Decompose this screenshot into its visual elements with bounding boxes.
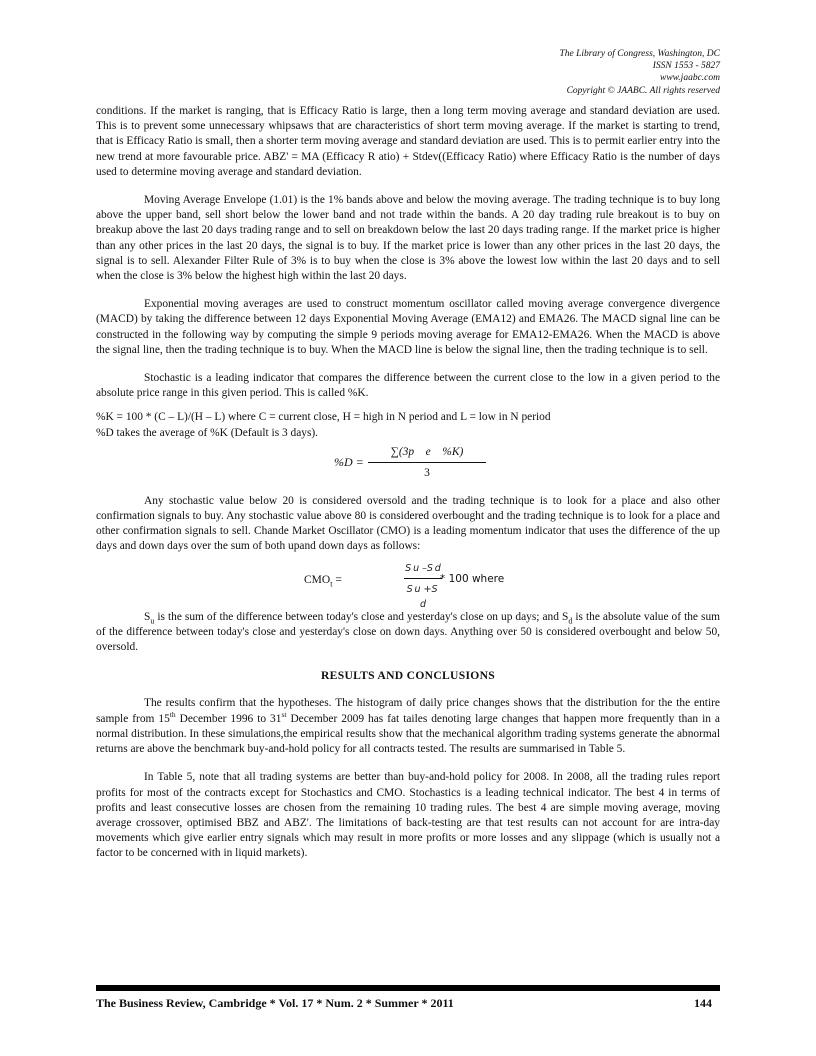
formula-d-fraction: [368, 445, 486, 481]
formula-cmo-rhs: * 100 where: [440, 572, 505, 585]
header-library: The Library of Congress, Washington, DC: [559, 49, 720, 59]
formula-cmo-lhs: $CMO_t$ =: [304, 573, 342, 588]
formula-d-numerator: ∑(3p e %K): [368, 445, 486, 463]
page-footer: [96, 996, 720, 1011]
footer-rule: [96, 985, 720, 991]
page-number: 144: [694, 996, 712, 1010]
formula-d-lhs: %D =: [334, 454, 364, 469]
formula-d: [96, 445, 720, 485]
formula-d-denominator: 3: [424, 467, 430, 480]
formula-cmo-fraction: [404, 561, 442, 613]
paragraph-envelope: Moving Average Envelope (1.01) is the 1% bands above and below the moving average. The trading technique is to buy long above the upper band, sell short below the lower band and not trade within the bands. A 20 day trading rule breakout is to buy on breakup above the last 20 days trading range and to sell on breakdown below the last 20 days trading range. If the market price is higher than any other prices in the last 20 days, the signal is to buy. If the market price is lower than any other prices in the last 20 days, the signal is to sell. Alexander Filter Rule of 3% is to buy when the close is 3% above the lowest low within the last 20 days and to sell when the close is 3% below the highest high within the last 20 days.: [96, 194, 720, 283]
paragraph-results: The results confirm that the hypotheses. The histogram of daily price changes shows that the distribution for the the entire sample from 15th December 1996 to 31st December 2009 has fat tailes denoting large changes that happen more frequently than in a normal distribution. In these simulations,the empirical results show that the mechanical algorithm trading systems generate the abnormal returns are above the benchmark buy-and-hold policy for all contracts tested. The results are summarised in Table 5.: [96, 697, 720, 756]
header-copyright: Copyright © JAABC. All rights reserved: [566, 85, 720, 96]
formula-cmo: [96, 561, 720, 611]
paragraph-oversold: Any stochastic value below 20 is considered oversold and the trading technique is to look for a place and also other confirmation signals to buy. Any stochastic value above 80 is considered overbought and the trading technique is to look for a place and other confirmation signals to sell. Chande Market Oscillator (CMO) is a leading momentum indicator that uses the difference of the up days and down days over the sum of both upand down days as follows:: [96, 494, 720, 553]
paragraph-efficacy-ratio: conditions. If the market is ranging, that is Efficacy Ratio is large, then a long term moving average and standard deviation are used. This is to prevent some unnecessary whipsaws that are characteristics of short term moving average. If the market is starting to trend, that is Efficacy Ratio is small, then a shorter term moving average and standard deviation are used. This is to permit earlier entry into the new trend at more favourable price. ABZ' = MA (Efficacy R atio) + Stdev((Efficacy Ratio) where Efficacy Ratio is the number of days used to determine moving average and standard deviation.: [96, 105, 720, 178]
formula-cmo-denominator: S u +S d: [406, 583, 440, 611]
header-website: www.jaabc.com: [660, 73, 720, 84]
paragraph-table5: In Table 5, note that all trading systems are better than buy-and-hold policy for 2008. In 2008, all the trading rules report profits for most of the contracts except for Stochastics and CMO. Stochastics is a leading technical indicator. The best 4 in terms of profits and least consecutive losses are chosen from the remaining 10 trading rules. The best 4 are simple moving average, moving average crossover, optimised BBZ and ABZ'. The limitations of back-testing are that test results can not account for are intra-day movements which give earlier entry signals which may result in more profits or more losses and any slippage (which is usually not a factor to be concerned with in liquid markets).: [96, 771, 720, 860]
paragraph-su-sd: $S_u$ is the sum of the difference between today's close and yesterday's close on up days; and $S_d$ is the absolute value of the sum of the difference between today's close and yesterday's close on down days. Anything over 50 is considered overbought and below 50, oversold.: [96, 610, 720, 654]
formula-cmo-numerator: S u –S d: [404, 561, 442, 579]
section-heading: RESULTS AND CONCLUSIONS: [321, 669, 495, 683]
header-issn: ISSN 1553 - 5827: [652, 61, 720, 72]
formula-d-description: %D takes the average of %K (Default is 3 days).: [96, 426, 319, 439]
paragraph-stochastic: Stochastic is a leading indicator that compares the difference between the current close to the low in a given period to the absolute price range in this given period. This is called %K.: [96, 372, 720, 400]
paragraph-macd: Exponential moving averages are used to construct momentum oscillator called moving average convergence divergence (MACD) by taking the difference between 12 days Exponential Moving Average (EMA12) and EMA26. The MACD signal line can be constructed in the following way by computing the simple 9 periods moving average for EMA12-EMA26. When the MACD is above the signal line, then the trading technique is to buy. When the MACD line is below the signal line, then the trading technique is to sell.: [96, 298, 720, 356]
formula-k-line: %K = 100 * (C – L)/(H – L) where C = current close, H = high in N period and L = low in N period: [96, 411, 551, 424]
footer-journal: The Business Review, Cambridge * Vol. 17 * Num. 2 * Summer * 2011: [96, 996, 454, 1010]
page-header: [559, 48, 720, 97]
body-text: [96, 104, 720, 862]
